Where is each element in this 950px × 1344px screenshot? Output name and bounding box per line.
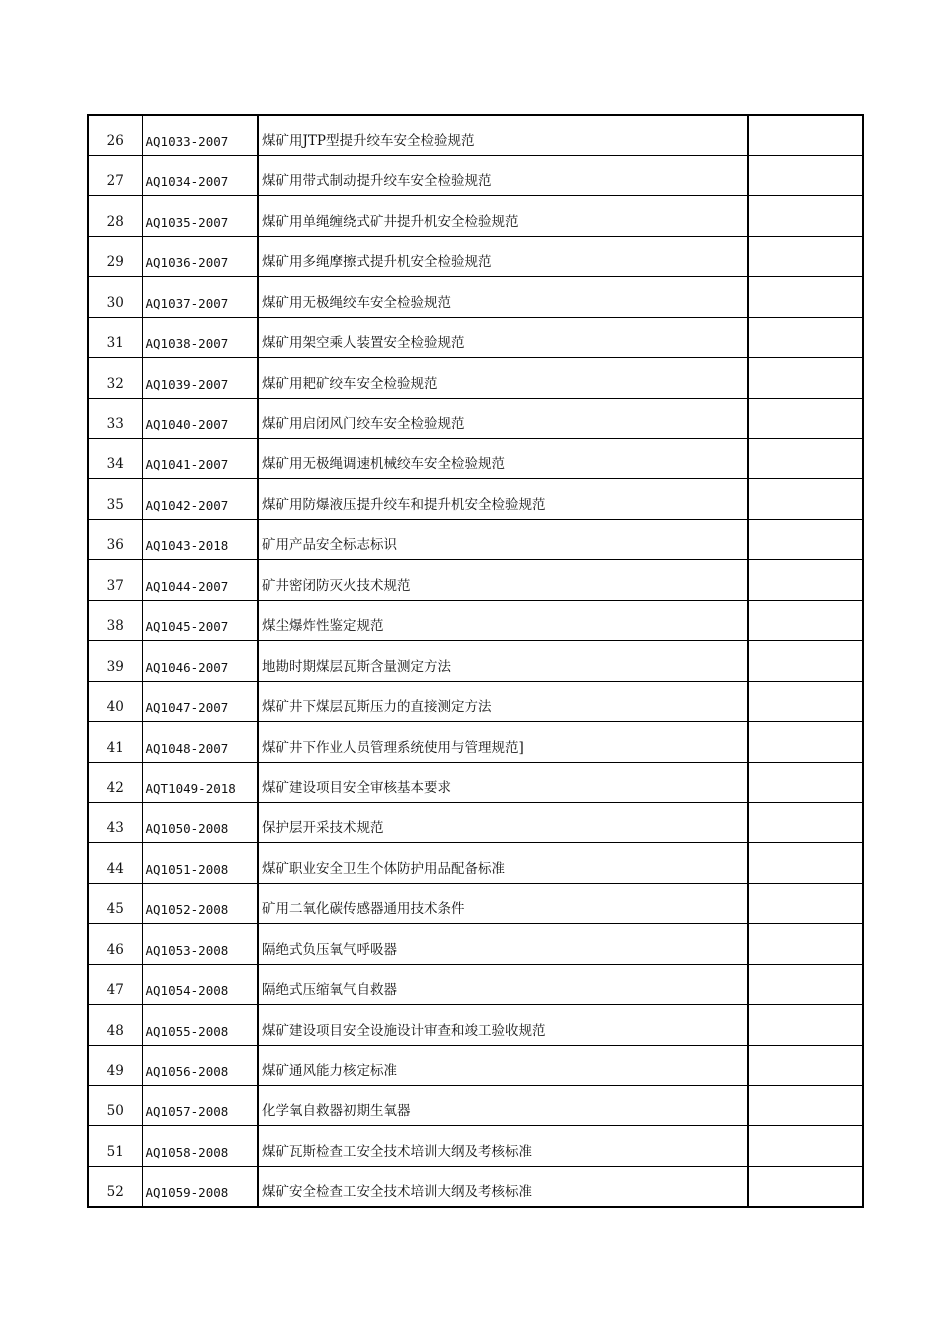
standard-title-cell: 保护层开采技术规范 [258,802,748,842]
remark-cell [748,1086,863,1126]
remark-cell [748,317,863,357]
row-number-cell: 43 [88,802,142,842]
standard-code-cell: AQ1040-2007 [142,398,258,438]
remark-cell [748,722,863,762]
remark-cell [748,762,863,802]
standard-title-cell: 煤矿建设项目安全设施设计审查和竣工验收规范 [258,1005,748,1045]
remark-cell [748,115,863,155]
standard-code-cell: AQ1042-2007 [142,479,258,519]
table-row [88,479,863,519]
remark-cell [748,641,863,681]
table-row [88,519,863,559]
standard-code-cell: AQ1050-2008 [142,802,258,842]
standard-code-cell: AQ1046-2007 [142,641,258,681]
standard-title-cell: 煤尘爆炸性鉴定规范 [258,600,748,640]
standard-code-cell: AQ1038-2007 [142,317,258,357]
table-row [88,560,863,600]
standard-title-cell: 矿用产品安全标志标识 [258,519,748,559]
remark-cell [748,519,863,559]
table-row [88,1086,863,1126]
remark-cell [748,398,863,438]
remark-cell [748,1005,863,1045]
row-number-cell: 51 [88,1126,142,1166]
standard-title-cell: 化学氧自救器初期生氧器 [258,1086,748,1126]
standard-code-cell: AQ1055-2008 [142,1005,258,1045]
remark-cell [748,560,863,600]
standard-code-cell: AQ1035-2007 [142,196,258,236]
standard-title-cell: 煤矿用带式制动提升绞车安全检验规范 [258,155,748,195]
row-number-cell: 30 [88,277,142,317]
row-number-cell: 27 [88,155,142,195]
standard-code-cell: AQ1043-2018 [142,519,258,559]
standard-title-cell: 隔绝式压缩氧气自救器 [258,964,748,1004]
table-row [88,236,863,276]
remark-cell [748,439,863,479]
standard-title-cell: 煤矿用防爆液压提升绞车和提升机安全检验规范 [258,479,748,519]
table-row [88,883,863,923]
row-number-cell: 42 [88,762,142,802]
standard-title-cell: 地勘时期煤层瓦斯含量测定方法 [258,641,748,681]
standard-code-cell: AQ1041-2007 [142,439,258,479]
standard-title-cell: 煤矿通风能力核定标准 [258,1045,748,1085]
remark-cell [748,843,863,883]
table-row [88,641,863,681]
table-row [88,1045,863,1085]
standard-code-cell: AQ1047-2007 [142,681,258,721]
standard-code-cell: AQ1052-2008 [142,883,258,923]
row-number-cell: 41 [88,722,142,762]
standard-code-cell: AQ1058-2008 [142,1126,258,1166]
standard-title-cell: 煤矿职业安全卫生个体防护用品配备标准 [258,843,748,883]
remark-cell [748,924,863,964]
standard-code-cell: AQ1036-2007 [142,236,258,276]
standard-title-cell: 煤矿瓦斯检查工安全技术培训大纲及考核标准 [258,1126,748,1166]
table-row [88,1005,863,1045]
remark-cell [748,277,863,317]
standard-title-cell: 煤矿用无极绳调速机械绞车安全检验规范 [258,439,748,479]
table-row [88,317,863,357]
table-row [88,358,863,398]
remark-cell [748,964,863,1004]
table-row [88,439,863,479]
row-number-cell: 33 [88,398,142,438]
standard-title-cell: 煤矿用JTP型提升绞车安全检验规范 [258,115,748,155]
standard-code-cell: AQ1033-2007 [142,115,258,155]
table-row [88,196,863,236]
row-number-cell: 32 [88,358,142,398]
row-number-cell: 46 [88,924,142,964]
row-number-cell: 37 [88,560,142,600]
table-row [88,924,863,964]
table-row [88,1126,863,1166]
remark-cell [748,802,863,842]
row-number-cell: 44 [88,843,142,883]
table-row [88,115,863,155]
remark-cell [748,1045,863,1085]
row-number-cell: 49 [88,1045,142,1085]
standard-code-cell: AQT1049-2018 [142,762,258,802]
standard-code-cell: AQ1048-2007 [142,722,258,762]
row-number-cell: 39 [88,641,142,681]
standard-code-cell: AQ1054-2008 [142,964,258,1004]
standard-title-cell: 矿井密闭防灭火技术规范 [258,560,748,600]
standard-code-cell: AQ1034-2007 [142,155,258,195]
table-row [88,802,863,842]
table-row [88,964,863,1004]
remark-cell [748,600,863,640]
row-number-cell: 47 [88,964,142,1004]
table-row [88,398,863,438]
remark-cell [748,196,863,236]
standard-title-cell: 煤矿用单绳缠绕式矿井提升机安全检验规范 [258,196,748,236]
row-number-cell: 52 [88,1166,142,1206]
standard-code-cell: AQ1057-2008 [142,1086,258,1126]
standards-table-body [88,115,863,1207]
table-row [88,722,863,762]
standard-title-cell: 煤矿用无极绳绞车安全检验规范 [258,277,748,317]
standard-code-cell: AQ1037-2007 [142,277,258,317]
row-number-cell: 40 [88,681,142,721]
row-number-cell: 48 [88,1005,142,1045]
standard-title-cell: 煤矿井下作业人员管理系统使用与管理规范] [258,722,748,762]
standard-title-cell: 煤矿用架空乘人装置安全检验规范 [258,317,748,357]
standard-code-cell: AQ1053-2008 [142,924,258,964]
standard-code-cell: AQ1039-2007 [142,358,258,398]
standard-title-cell: 煤矿安全检查工安全技术培训大纲及考核标准 [258,1166,748,1206]
row-number-cell: 38 [88,600,142,640]
row-number-cell: 28 [88,196,142,236]
row-number-cell: 35 [88,479,142,519]
row-number-cell: 26 [88,115,142,155]
standard-code-cell: AQ1045-2007 [142,600,258,640]
table-row [88,1166,863,1206]
standard-title-cell: 矿用二氧化碳传感器通用技术条件 [258,883,748,923]
remark-cell [748,1166,863,1206]
table-row [88,762,863,802]
table-row [88,681,863,721]
row-number-cell: 45 [88,883,142,923]
remark-cell [748,479,863,519]
table-row [88,155,863,195]
table-row [88,600,863,640]
remark-cell [748,236,863,276]
row-number-cell: 50 [88,1086,142,1126]
remark-cell [748,358,863,398]
standard-code-cell: AQ1056-2008 [142,1045,258,1085]
row-number-cell: 34 [88,439,142,479]
table-row [88,843,863,883]
remark-cell [748,681,863,721]
standard-title-cell: 煤矿用启闭风门绞车安全检验规范 [258,398,748,438]
standard-code-cell: AQ1059-2008 [142,1166,258,1206]
remark-cell [748,1126,863,1166]
standard-code-cell: AQ1044-2007 [142,560,258,600]
standard-title-cell: 煤矿用耙矿绞车安全检验规范 [258,358,748,398]
standards-table [87,114,864,1208]
remark-cell [748,883,863,923]
standard-code-cell: AQ1051-2008 [142,843,258,883]
row-number-cell: 36 [88,519,142,559]
row-number-cell: 29 [88,236,142,276]
standard-title-cell: 煤矿井下煤层瓦斯压力的直接测定方法 [258,681,748,721]
remark-cell [748,155,863,195]
row-number-cell: 31 [88,317,142,357]
table-row [88,277,863,317]
standard-title-cell: 煤矿建设项目安全审核基本要求 [258,762,748,802]
standard-title-cell: 煤矿用多绳摩擦式提升机安全检验规范 [258,236,748,276]
standard-title-cell: 隔绝式负压氧气呼吸器 [258,924,748,964]
